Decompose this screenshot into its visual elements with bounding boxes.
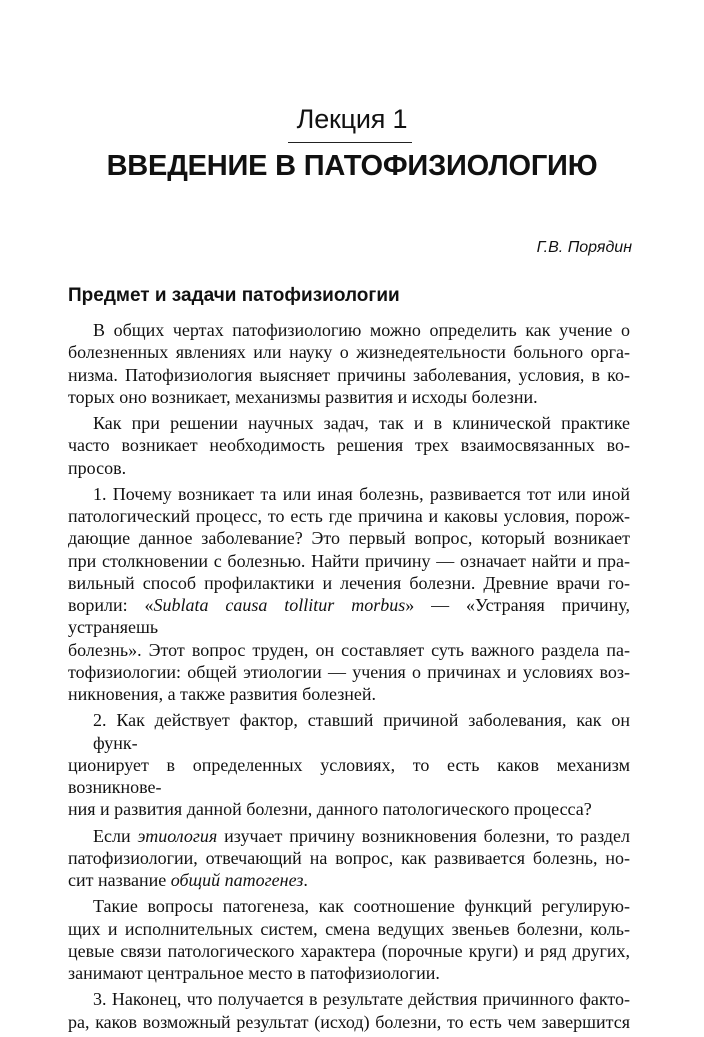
text-fragment: изучает причину возникновения болезни, то раздел <box>217 825 630 846</box>
text-line: при столкновении с болезнью. Найти причину — означает найти и пра- <box>68 550 630 571</box>
text-line: патофизиологии, отвечающий на вопрос, как развивается болезнь, но- <box>68 847 630 868</box>
text-line: ния и развития данной болезни, данного патологического процесса? <box>68 799 592 820</box>
term-etiology: этиология <box>137 825 218 846</box>
paragraph-3 <box>68 483 630 706</box>
text-line <box>68 594 630 639</box>
text-line: занимают центральное место в патофизиологии. <box>68 963 440 983</box>
lecture-number: Лекция 1 <box>296 104 408 134</box>
text-line: болезненных явлениях или науку о жизнедеятельности больного орга- <box>68 342 630 363</box>
text-line: В общих чертах патофизиологию можно определить как учение о <box>93 320 630 340</box>
text-line: 2. Как действует фактор, ставший причиной заболевания, как он функ- <box>93 710 630 753</box>
text-line: Как при решении научных задач, так и в клинической практике <box>93 413 630 433</box>
text-line <box>68 869 630 891</box>
text-fragment: сит название <box>68 870 171 890</box>
text-line: 1. Почему возникает та или иная болезнь, развивается тот или иной <box>93 483 630 504</box>
text-line: никновения, а также развития болезней. <box>68 684 377 704</box>
text-line: часто возникает необходимость решения трех взаимосвязанных во- <box>68 435 630 456</box>
term-pathogenesis: общий патогенез <box>170 870 304 890</box>
text-line: ра, каков возможный результат (исход) болезни, то есть чем завершится <box>68 1011 630 1032</box>
text-line: 3. Наконец, что получается в результате действия причинного факто- <box>93 989 630 1010</box>
text-line: ционирует в определенных условиях, то есть каков механизм возникнове- <box>68 754 630 797</box>
text-line: дающие данное заболевание? Это первый вопрос, который возникает <box>68 528 630 549</box>
paragraph-1 <box>68 319 630 408</box>
paragraph-4 <box>68 709 630 820</box>
text-line: патологический процесс, то есть где причина и каковы условия, порож- <box>68 506 630 526</box>
latin-quote: Sublata causa tollitur morbus <box>153 595 406 615</box>
text-line: вильный способ профилактики и лечения болезни. Древние врачи го- <box>68 572 630 593</box>
author-name: Г.В. Порядин <box>536 239 632 256</box>
text-line: торых оно возникает, механизмы развития и исходы болезни. <box>68 386 538 407</box>
text-line: Такие вопросы патогенеза, как соотношение функций регулирую- <box>93 896 630 917</box>
text-line: низма. Патофизиология выясняет причины заболевания, условия, в ко- <box>68 364 630 385</box>
text-fragment: Если <box>93 825 138 846</box>
text-line: щих и исполнительных систем, смена ведущих звеньев болезни, коль- <box>68 918 630 939</box>
body-text <box>68 319 630 1037</box>
paragraph-6 <box>68 895 630 984</box>
lecture-title: ВВЕДЕНИЕ В ПАТОФИЗИОЛОГИЮ <box>106 150 598 182</box>
text-fragment: ворили: « <box>68 595 154 615</box>
text-fragment: . <box>303 870 308 890</box>
text-line: тофизиологии: общей этиологии — учения о причинах и условиях воз- <box>68 661 630 682</box>
text-line: цевые связи патологического характера (порочные круги) и ряд других, <box>68 940 630 961</box>
text-fragment: » — «Устраняя причину, устраняешь <box>68 595 630 638</box>
title-divider <box>288 142 412 143</box>
paragraph-7 <box>68 988 630 1033</box>
section-heading: Предмет и задачи патофизиологии <box>68 285 400 306</box>
text-line: болезнь». Этот вопрос труден, он составляет суть важного раздела па- <box>68 639 630 660</box>
text-line <box>68 825 630 847</box>
text-line: просов. <box>68 457 127 478</box>
paragraph-2 <box>68 412 630 479</box>
paragraph-5 <box>68 825 630 892</box>
